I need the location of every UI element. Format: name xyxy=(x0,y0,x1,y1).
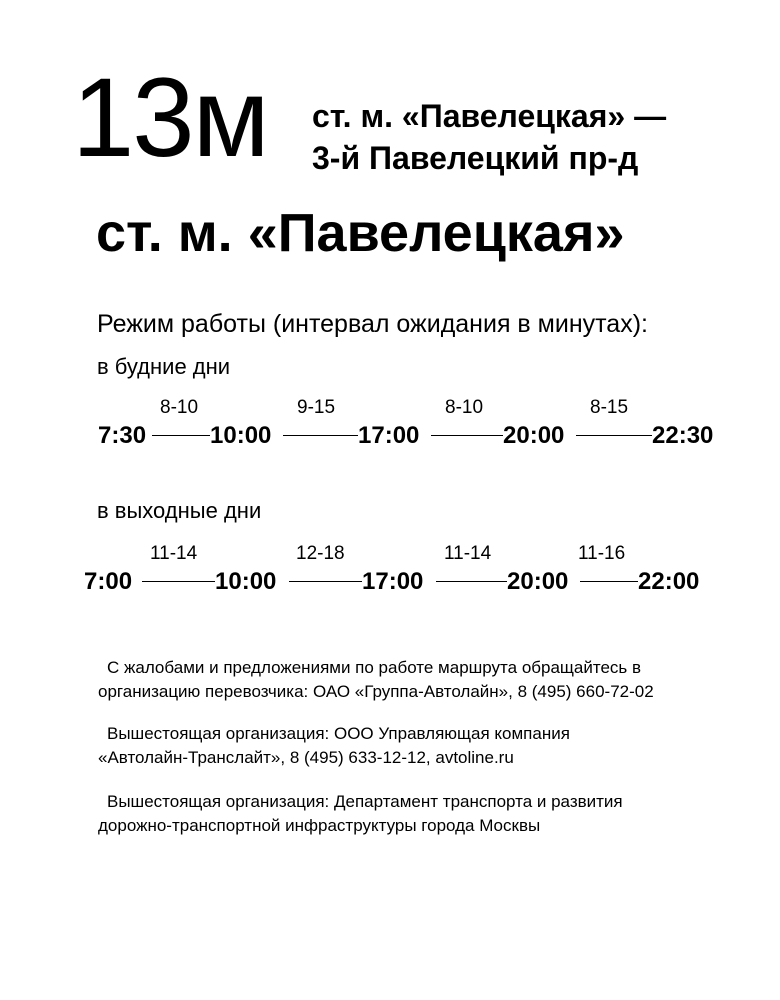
interval-segment xyxy=(283,435,358,436)
interval-label: 8-10 xyxy=(160,397,199,418)
route-origin: ст. м. «Павелецкая» — xyxy=(312,98,667,134)
parent-organization-info xyxy=(98,722,738,770)
interval-segment xyxy=(436,581,507,582)
interval-label: 11-14 xyxy=(150,543,198,564)
time-mark: 7:30 xyxy=(98,422,147,449)
interval-label: 11-16 xyxy=(578,543,626,564)
route-via: 3-й Павелецкий пр-д xyxy=(312,140,639,176)
route-number: 13м xyxy=(72,55,268,180)
weekday-label: в будние дни xyxy=(97,354,231,379)
time-mark: 17:00 xyxy=(358,422,420,449)
route-destination: ст. м. «Павелецкая» xyxy=(96,203,625,263)
time-mark: 17:00 xyxy=(362,568,424,595)
interval-segment xyxy=(142,581,215,582)
complaints-info xyxy=(98,656,738,704)
weekend-label: в выходные дни xyxy=(97,498,262,523)
info-line: «Автолайн-Транслайт», 8 (495) 633-12-12, avtoline.ru xyxy=(98,748,514,767)
interval-segment xyxy=(580,581,638,582)
info-line: дорожно-транспортной инфраструктуры города Москвы xyxy=(98,816,541,835)
interval-segment xyxy=(431,435,503,436)
time-mark: 10:00 xyxy=(210,422,272,449)
department-info xyxy=(98,790,738,838)
time-mark: 20:00 xyxy=(503,422,565,449)
interval-segment xyxy=(289,581,362,582)
interval-label: 8-10 xyxy=(445,397,484,418)
time-mark: 22:00 xyxy=(638,568,700,595)
info-line: С жалобами и предложениями по работе маршрута обращайтесь в xyxy=(107,658,642,677)
interval-label: 9-15 xyxy=(297,397,336,418)
time-mark: 22:30 xyxy=(652,422,714,449)
weekday-schedule xyxy=(0,396,780,456)
time-mark: 20:00 xyxy=(507,568,569,595)
time-mark: 7:00 xyxy=(84,568,133,595)
interval-label: 12-18 xyxy=(296,543,345,564)
interval-segment xyxy=(576,435,652,436)
info-line: Вышестоящая организация: ООО Управляющая компания xyxy=(107,724,570,743)
info-line: Вышестоящая организация: Департамент транспорта и развития xyxy=(107,792,623,811)
time-mark: 10:00 xyxy=(215,568,277,595)
info-line: организацию перевозчика: ОАО «Группа-Автолайн», 8 (495) 660-72-02 xyxy=(98,682,654,701)
interval-label: 8-15 xyxy=(590,397,629,418)
schedule-title: Режим работы (интервал ожидания в минутах): xyxy=(97,310,648,338)
interval-label: 11-14 xyxy=(444,543,492,564)
weekend-schedule xyxy=(0,542,780,602)
interval-segment xyxy=(152,435,210,436)
